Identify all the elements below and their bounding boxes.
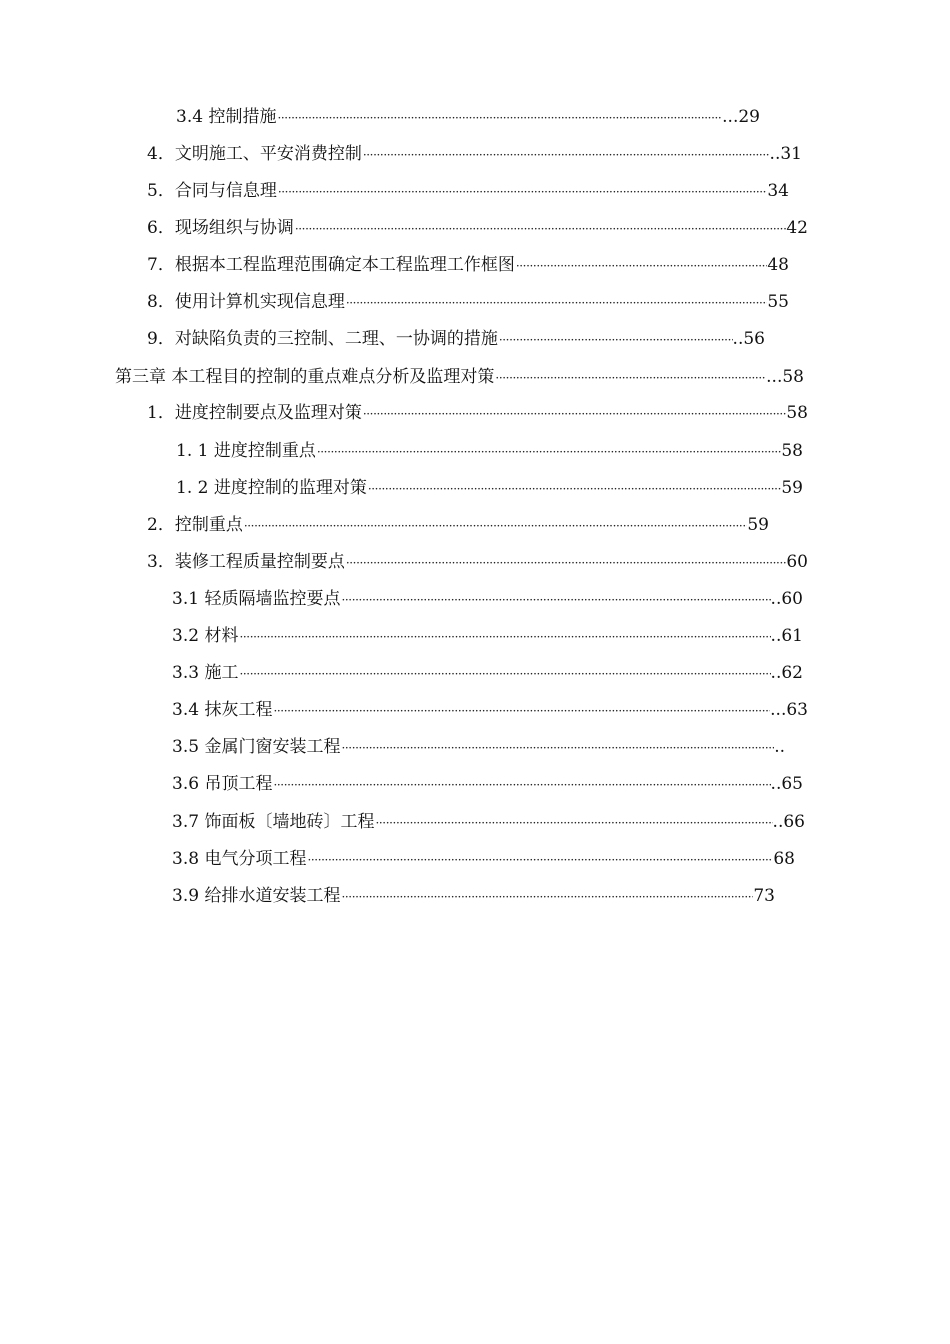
toc-entry-page: 42	[786, 218, 808, 238]
toc-leader-dots	[375, 811, 772, 835]
toc-entry-page: ..	[774, 737, 785, 757]
toc-entry	[147, 216, 808, 240]
toc-leader-dots	[239, 662, 770, 686]
toc-entry-page: 48	[767, 255, 789, 275]
toc-entry-page: ..66	[772, 812, 805, 832]
toc-entry-page: 58	[781, 441, 803, 461]
toc-entry-page: ..65	[770, 774, 803, 794]
toc-entry-page: ..60	[770, 589, 803, 609]
toc-entry-title: 第三章 本工程目的控制的重点难点分析及监理对策	[115, 367, 495, 387]
toc-leader-dots	[278, 180, 768, 204]
toc-entry-title: 3.7 饰面板〔墙地砖〕工程	[172, 812, 375, 832]
toc-entry	[172, 884, 775, 908]
toc-entry-title: 3.3 施工	[172, 663, 239, 683]
toc-entry-page: 68	[773, 849, 795, 869]
toc-entry-title: 4．文明施工、平安消费控制	[147, 144, 362, 164]
toc-entry	[172, 698, 808, 722]
toc-leader-dots	[346, 291, 768, 315]
toc-entry-title: 3.4 抹灰工程	[172, 700, 273, 720]
toc-leader-dots	[341, 736, 774, 760]
toc-entry	[115, 365, 804, 389]
toc-entry	[172, 661, 803, 685]
toc-leader-dots	[516, 254, 768, 278]
toc-leader-dots	[368, 477, 782, 501]
toc-entry-title: 3.6 吊顶工程	[172, 774, 273, 794]
toc-leader-dots	[495, 366, 766, 390]
toc-entry-title: 6．现场组织与协调	[147, 218, 294, 238]
toc-entry-page: 73	[753, 886, 775, 906]
toc-entry-page: 34	[767, 181, 789, 201]
toc-entry	[172, 772, 803, 796]
toc-entry-page: ..56	[732, 329, 765, 349]
toc-entry-title: 2．控制重点	[147, 515, 243, 535]
toc-entry-title: 1. 1 进度控制重点	[176, 441, 316, 461]
toc-entry	[172, 587, 803, 611]
toc-entry	[147, 550, 808, 574]
toc-leader-dots	[273, 699, 770, 723]
toc-entry-page: ...58	[766, 367, 804, 387]
toc-entry	[147, 401, 808, 425]
toc-entry-title: 3.9 给排水道安装工程	[172, 886, 341, 906]
toc-entry-page: ...63	[770, 700, 808, 720]
toc-entry	[172, 847, 795, 871]
toc-leader-dots	[363, 143, 770, 167]
toc-entry	[147, 290, 789, 314]
toc-leader-dots	[273, 773, 770, 797]
toc-leader-dots	[363, 402, 787, 426]
toc-leader-dots	[317, 440, 782, 464]
toc-leader-dots	[341, 588, 770, 612]
toc-entry-page: 59	[781, 478, 803, 498]
toc-entry	[172, 810, 805, 834]
toc-entry-page: ..31	[769, 144, 802, 164]
toc-leader-dots	[244, 514, 748, 538]
toc-entry-page: 55	[767, 292, 789, 312]
toc-leader-dots	[277, 106, 722, 130]
toc-entry	[147, 179, 789, 203]
toc-entry	[147, 513, 769, 537]
toc-entry-title: 5．合同与信息理	[147, 181, 277, 201]
toc-leader-dots	[499, 328, 733, 352]
toc-leader-dots	[341, 885, 753, 909]
toc-entry-title: 7．根据本工程监理范围确定本工程监理工作框图	[147, 255, 515, 275]
toc-entry	[172, 735, 785, 759]
toc-entry-title: 3.4 控制措施	[176, 107, 277, 127]
toc-entry-page: ...29	[722, 107, 760, 127]
toc-entry	[172, 624, 803, 648]
toc-entry-title: 3.1 轻质隔墙监控要点	[172, 589, 341, 609]
toc-entry-title: 3.2 材料	[172, 626, 239, 646]
toc-entry-title: 9．对缺陷负责的三控制、二理、一协调的措施	[147, 329, 498, 349]
toc-entry-page: 60	[786, 552, 808, 572]
toc-entry-title: 1. 2 进度控制的监理对策	[176, 478, 367, 498]
toc-leader-dots	[295, 217, 787, 241]
toc-entry	[176, 476, 803, 500]
toc-entry-page: ..61	[770, 626, 803, 646]
toc-entry-title: 3.5 金属门窗安装工程	[172, 737, 341, 757]
toc-entry-page: ..62	[770, 663, 803, 683]
toc-entry	[147, 327, 765, 351]
toc-entry-title: 3．装修工程质量控制要点	[147, 552, 345, 572]
toc-leader-dots	[239, 625, 770, 649]
toc-entry	[147, 253, 789, 277]
toc-entry	[176, 439, 803, 463]
toc-entry-title: 8．使用计算机实现信息理	[147, 292, 345, 312]
toc-leader-dots	[307, 848, 773, 872]
toc-leader-dots	[346, 551, 787, 575]
toc-entry-page: 58	[786, 403, 808, 423]
toc-entry-title: 3.8 电气分项工程	[172, 849, 307, 869]
toc-entry-title: 1．进度控制要点及监理对策	[147, 403, 362, 423]
toc-entry	[176, 105, 760, 129]
toc-entry	[147, 142, 802, 166]
toc-entry-page: 59	[747, 515, 769, 535]
